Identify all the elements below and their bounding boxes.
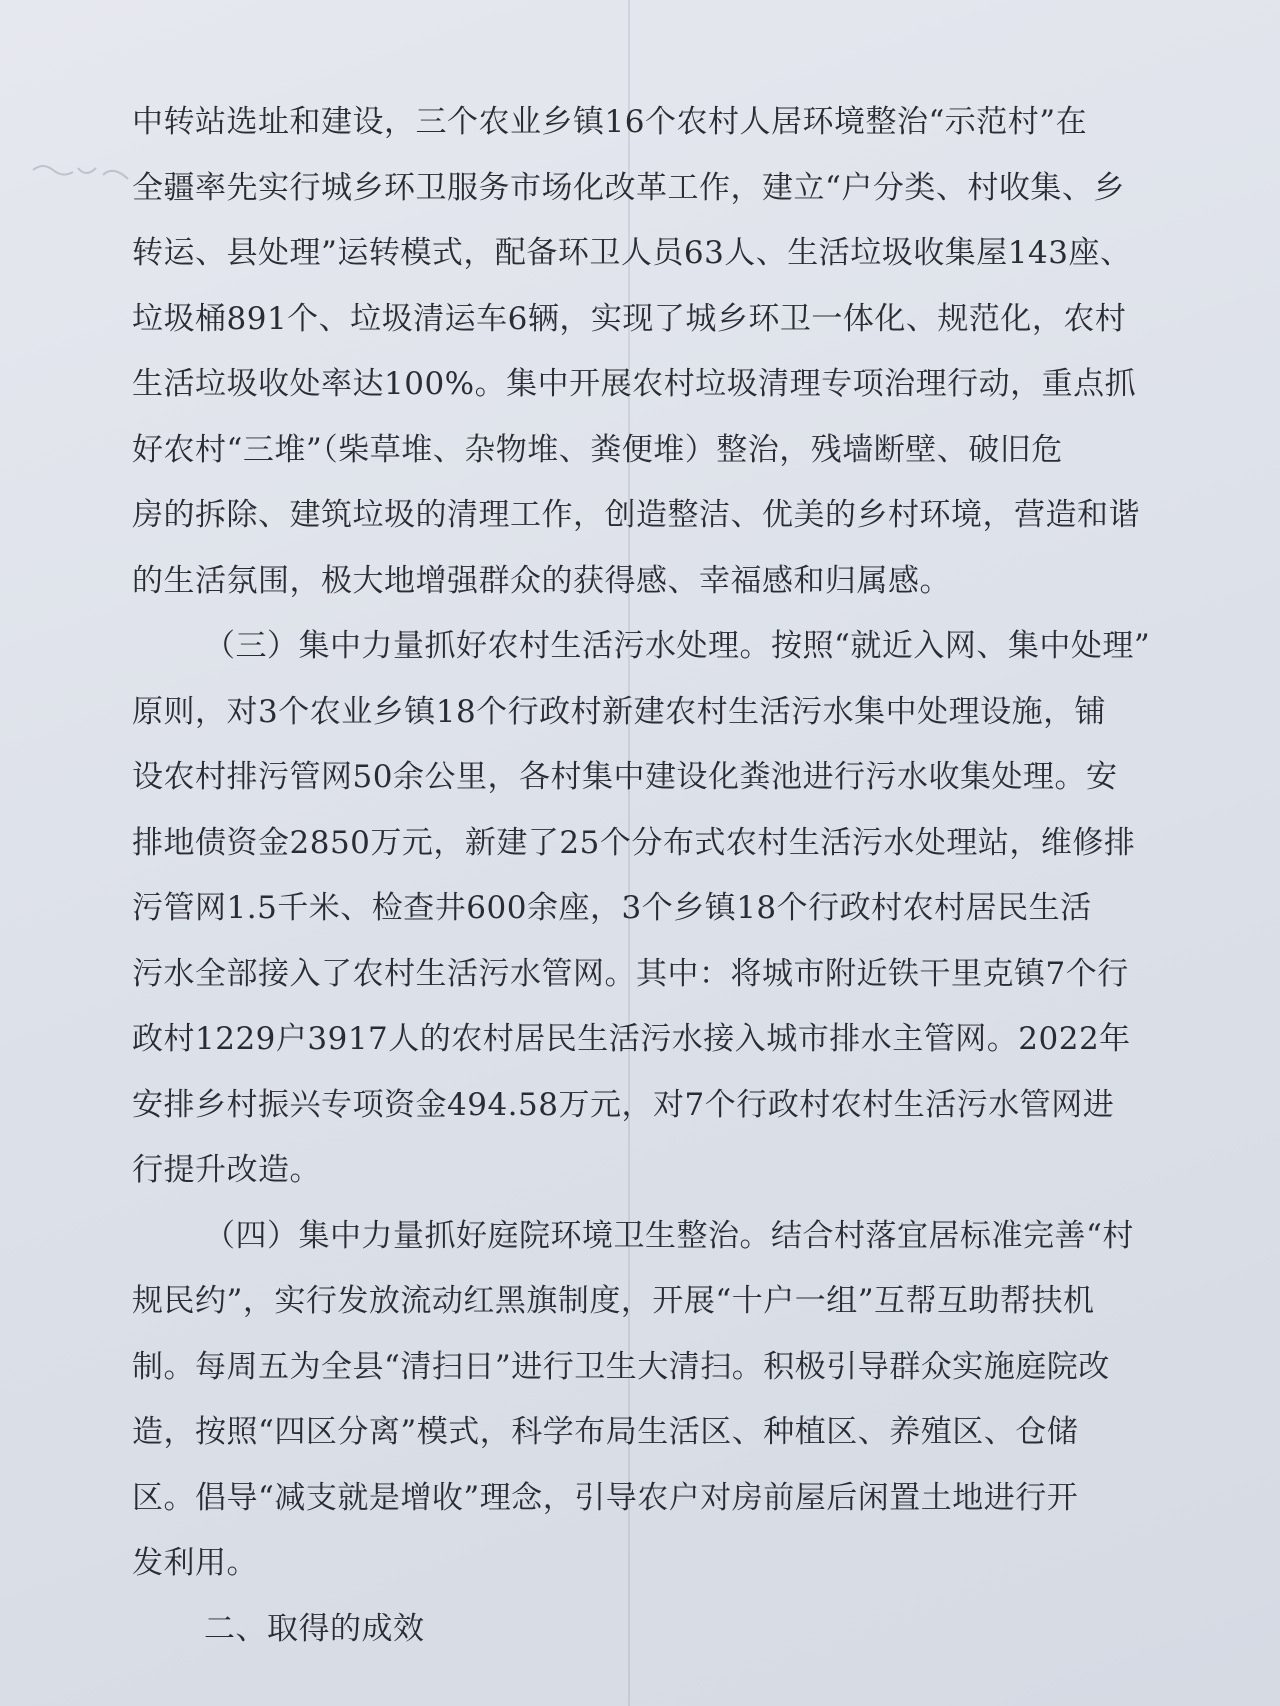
- bleed-through-marks: [28, 150, 138, 220]
- text-line: 规民约”，实行发放流动红黑旗制度，开展“十户一组”互帮互助帮扶机: [132, 1283, 1095, 1319]
- text-line: 区。倡导“减支就是增收”理念，引导农户对房前屋后闲置土地进行开: [132, 1479, 1079, 1516]
- text-line: 制。每周五为全县“清扫日”进行卫生大清扫。积极引导群众实施庭院改: [132, 1348, 1110, 1385]
- text-line: 污水全部接入了农村生活污水管网。其中：将城市附近铁干里克镇7个行: [132, 955, 1129, 992]
- text-line: （四）集中力量抓好庭院环境卫生整治。结合村落宜居标准完善“村: [204, 1217, 1134, 1254]
- text-line: 二、取得的成效: [204, 1610, 425, 1647]
- document-body: [132, 90, 1192, 1662]
- text-line: （三）集中力量抓好农村生活污水处理。按照“就近入网、集中处理”: [204, 628, 1151, 664]
- text-line: 中转站选址和建设，三个农业乡镇16个农村人居环境整治“示范村”在: [132, 104, 1088, 140]
- text-line: 设农村排污管网50余公里，各村集中建设化粪池进行污水收集处理。安: [132, 759, 1118, 795]
- text-line: 全疆率先实行城乡环卫服务市场化改革工作，建立“户分类、村收集、乡: [132, 169, 1125, 206]
- text-line: 污管网1.5千米、检查井600余座，3个乡镇18个行政村农村居民生活: [132, 890, 1092, 926]
- text-line: 房的拆除、建筑垃圾的清理工作，创造整洁、优美的乡村环境，营造和谐: [132, 497, 1140, 533]
- text-line: 政村1229户3917人的农村居民生活污水接入城市排水主管网。2022年: [132, 1021, 1131, 1057]
- text-line: 发利用。: [132, 1545, 258, 1581]
- text-line: 垃圾桶891个、垃圾清运车6辆，实现了城乡环卫一体化、规范化，农村: [132, 300, 1127, 337]
- text-line: 造，按照“四区分离”模式，科学布局生活区、种植区、养殖区、仓储: [132, 1414, 1079, 1450]
- text-line: 生活垃圾收处率达100%。集中开展农村垃圾清理专项治理行动，重点抓: [132, 366, 1137, 402]
- text-line: 排地债资金2850万元，新建了25个分布式农村生活污水处理站，维修排: [132, 824, 1136, 861]
- text-line: 的生活氛围，极大地增强群众的获得感、幸福感和归属感。: [132, 562, 951, 599]
- text-line: 好农村“三堆”（柴草堆、杂物堆、粪便堆）整治，残墙断壁、破旧危: [132, 431, 1063, 468]
- text-line: 行提升改造。: [132, 1152, 321, 1188]
- text-line: 原则，对3个农业乡镇18个行政村新建农村生活污水集中处理设施，铺: [132, 693, 1107, 730]
- text-line: 转运、县处理”运转模式，配备环卫人员63人、生活垃圾收集屋143座、: [132, 235, 1132, 271]
- text-line: 安排乡村振兴专项资金494.58万元，对7个行政村农村生活污水管网进: [132, 1086, 1115, 1123]
